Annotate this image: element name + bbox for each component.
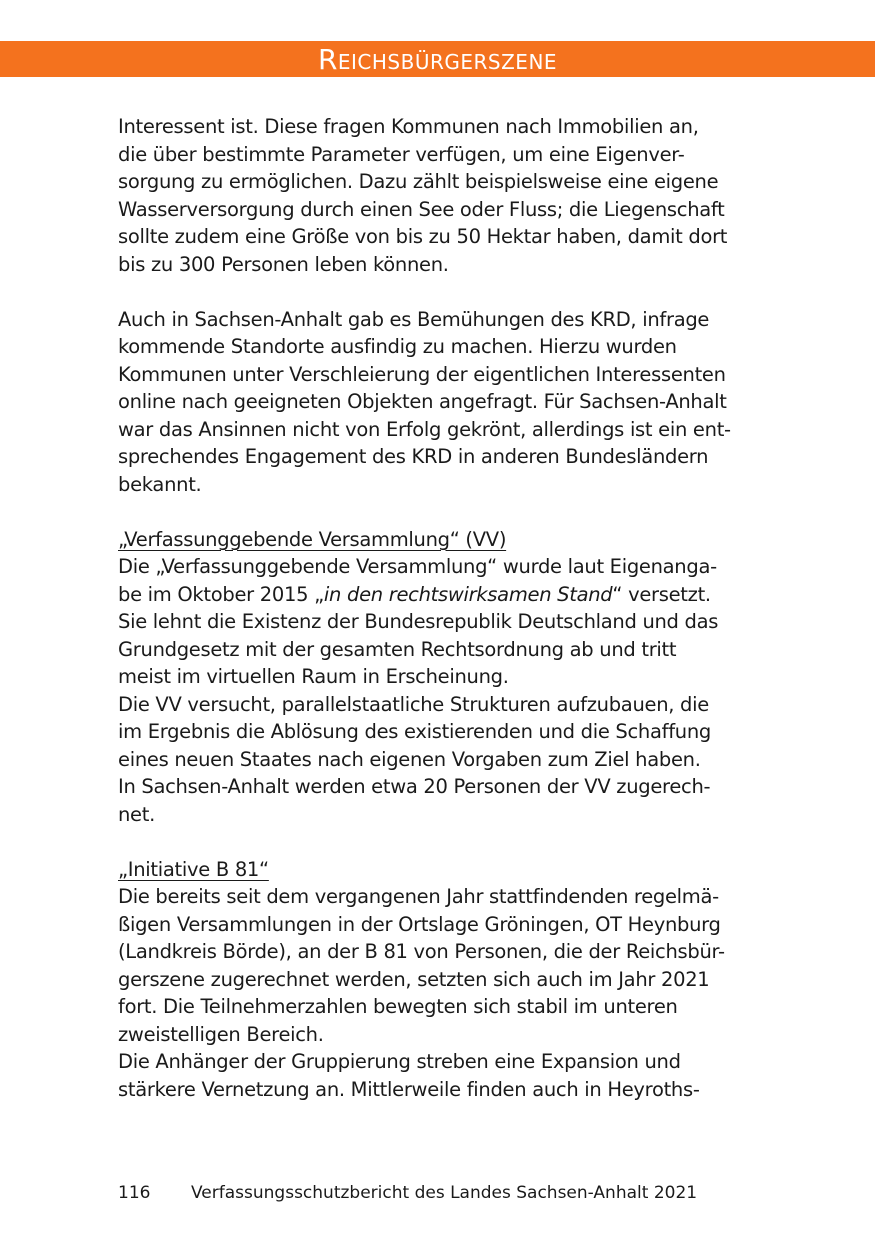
- page-section-title: Reichsbürgerszene: [317, 43, 558, 76]
- text-line: net.: [118, 802, 156, 826]
- text-line: Die bereits seit dem vergangenen Jahr stattfindenden regelmä-: [118, 885, 719, 908]
- text-line: Auch in Sachsen-Anhalt gab es Bemühungen des KRD, infrage: [118, 307, 710, 331]
- text-line: fort. Die Teilnehmerzahlen bewegten sich stabil im unteren: [118, 995, 678, 1018]
- section-vv: [118, 526, 758, 829]
- text-line: Die Anhänger der Gruppierung streben eine Expansion und: [118, 1050, 681, 1073]
- text-line: im Ergebnis die Ablösung des existierenden und die Schaffung: [118, 720, 711, 743]
- paragraph: [118, 113, 758, 278]
- text-line: Die „Verfassunggebende Versammlung“ wurde laut Eigenanga-: [118, 555, 717, 578]
- section-heading-vv: „Verfassunggebende Versammlung“ (VV): [118, 527, 507, 551]
- text-line: sorgung zu ermöglichen. Dazu zählt beispielsweise eine eigene: [118, 170, 719, 193]
- text-line: ßigen Versammlungen in der Ortslage Gröningen, OT Heynburg: [118, 912, 721, 936]
- header-bar: [0, 41, 875, 77]
- text-line: Interessent ist. Diese fragen Kommunen nach Immobilien an,: [118, 115, 699, 138]
- section-b81: [118, 856, 758, 1104]
- section-heading-b81: „Initiative B 81“: [118, 857, 269, 881]
- text-line: meist im virtuellen Raum in Erscheinung.: [118, 665, 509, 688]
- text-line: Sie lehnt die Existenz der Bundesrepublik Deutschland und das: [118, 610, 719, 633]
- text-line: Wasserversorgung durch einen See oder Fluss; die Liegenschaft: [118, 197, 725, 221]
- text-line: die über bestimmte Parameter verfügen, um eine Eigenver-: [118, 142, 685, 166]
- text-line: bekannt.: [118, 472, 202, 496]
- text-line: In Sachsen-Anhalt werden etwa 20 Personen der VV zugerech-: [118, 775, 711, 798]
- text-line: zweistelligen Bereich.: [118, 1022, 324, 1046]
- text-line: war das Ansinnen nicht von Erfolg gekrönt, allerdings ist ein ent-: [118, 417, 731, 441]
- text-line: online nach geeigneten Objekten angefragt. Für Sachsen-Anhalt: [118, 390, 727, 413]
- text-line-with-quote: be im Oktober 2015 „in den rechtswirksamen Stand“ versetzt.: [118, 582, 711, 606]
- text-line: Kommunen unter Verschleierung der eigentlichen Interessenten: [118, 362, 726, 386]
- text-line: eines neuen Staates nach eigenen Vorgaben zum Ziel haben.: [118, 747, 701, 771]
- text-line: (Landkreis Börde), an der B 81 von Personen, die der Reichsbür-: [118, 940, 725, 963]
- text-line: Die VV versucht, parallelstaatliche Strukturen aufzubauen, die: [118, 692, 709, 716]
- text-line: kommende Standorte ausfindig zu machen. Hierzu wurden: [118, 335, 677, 358]
- text-line: gerszene zugerechnet werden, setzten sich auch im Jahr 2021: [118, 967, 710, 991]
- paragraph: [118, 306, 758, 499]
- text-line: stärkere Vernetzung an. Mittlerweile finden auch in Heyroths-: [118, 1077, 700, 1101]
- quoted-phrase: in den rechtswirksamen Stand: [323, 582, 613, 606]
- page-number: 116: [118, 1183, 151, 1203]
- text-line: sprechendes Engagement des KRD in anderen Bundesländern: [118, 445, 709, 468]
- text-line: sollte zudem eine Größe von bis zu 50 Hektar haben, damit dort: [118, 225, 728, 248]
- text-line: bis zu 300 Personen leben können.: [118, 252, 449, 276]
- text-line: Grundgesetz mit der gesamten Rechtsordnung ab und tritt: [118, 637, 677, 661]
- page-footer: [118, 1181, 758, 1205]
- body-text: [118, 113, 758, 1131]
- publication-title: Verfassungsschutzbericht des Landes Sachsen-Anhalt 2021: [191, 1183, 698, 1203]
